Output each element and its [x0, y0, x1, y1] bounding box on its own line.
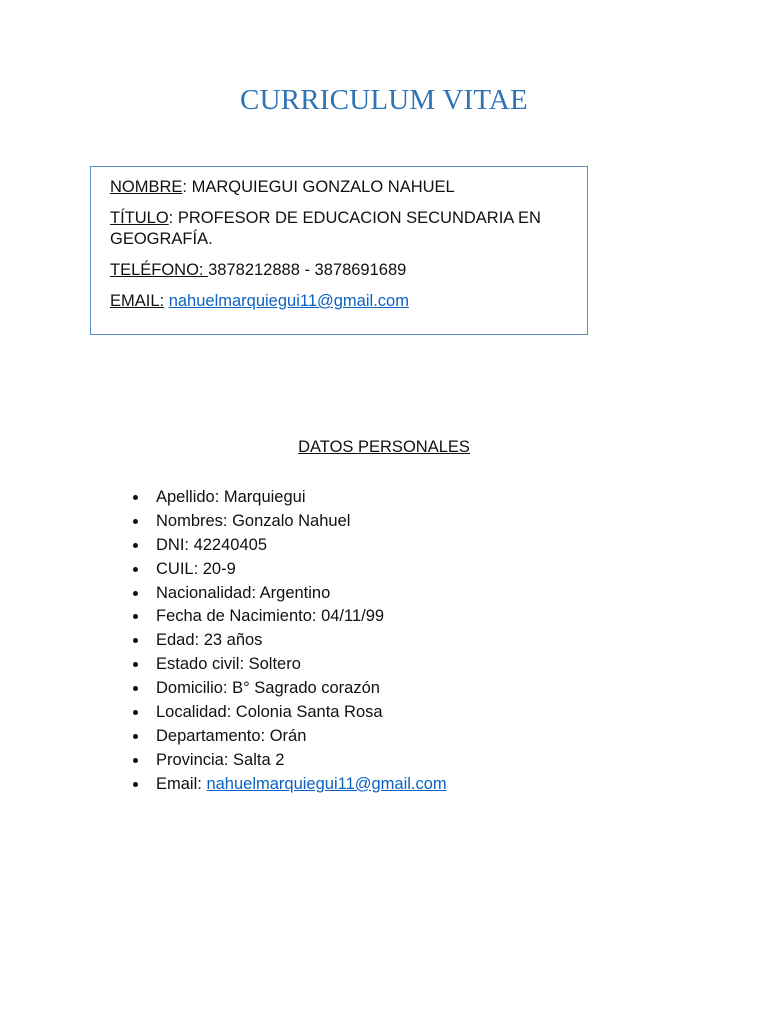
list-item	[133, 702, 447, 726]
bullet-icon	[133, 591, 138, 596]
email-label: EMAIL:	[110, 292, 165, 310]
list-item	[133, 750, 447, 774]
list-item	[133, 535, 447, 559]
email-link[interactable]: nahuelmarquiegui11@gmail.com	[168, 292, 409, 310]
bullet-icon	[133, 543, 138, 548]
titulo-line	[110, 208, 541, 229]
titulo-label: TÍTULO	[110, 209, 169, 227]
list-item-email	[133, 774, 447, 798]
telefono-value: 3878212888 - 3878691689	[208, 261, 407, 279]
bullet-icon	[133, 686, 138, 691]
list-item	[133, 583, 447, 607]
list-item-text: Localidad: Colonia Santa Rosa	[156, 703, 383, 722]
telefono-label: TELÉFONO:	[110, 261, 209, 279]
list-item	[133, 654, 447, 678]
list-email-link[interactable]: nahuelmarquiegui11@gmail.com	[206, 774, 447, 793]
list-item-text: Estado civil: Soltero	[156, 655, 301, 674]
bullet-icon	[133, 519, 138, 524]
bullet-icon	[133, 614, 138, 619]
titulo-line-continued	[110, 229, 213, 250]
list-item-text: DNI: 42240405	[156, 535, 267, 554]
list-item-text: CUIL: 20-9	[156, 559, 236, 578]
list-item-text: Edad: 23 años	[156, 631, 263, 650]
list-item	[133, 487, 447, 511]
list-email-label: Email:	[156, 774, 207, 793]
bullet-icon	[133, 782, 138, 787]
datos-personales-list	[133, 487, 447, 798]
bullet-icon	[133, 662, 138, 667]
list-item-text: Fecha de Nacimiento: 04/11/99	[156, 607, 385, 626]
list-item-text: Nombres: Gonzalo Nahuel	[156, 511, 351, 530]
datos-personales-heading: DATOS PERSONALES	[298, 438, 470, 456]
list-item	[133, 606, 447, 630]
list-item-text: Departamento: Orán	[156, 726, 307, 745]
bullet-icon	[133, 495, 138, 500]
list-item-text: Apellido: Marquiegui	[156, 488, 306, 506]
telefono-line	[110, 260, 406, 281]
list-item-text: Nacionalidad: Argentino	[156, 583, 331, 602]
titulo-value-continued: GEOGRAFÍA.	[110, 230, 213, 248]
list-item	[133, 511, 447, 535]
list-item-text: Provincia: Salta 2	[156, 750, 285, 769]
list-item	[133, 559, 447, 583]
bullet-icon	[133, 734, 138, 739]
list-item-text: Domicilio: B° Sagrado corazón	[156, 679, 380, 698]
bullet-icon	[133, 567, 138, 572]
bullet-icon	[133, 758, 138, 763]
nombre-label: NOMBRE	[110, 178, 183, 196]
nombre-value: : MARQUIEGUI GONZALO NAHUEL	[182, 178, 455, 196]
bullet-icon	[133, 710, 138, 715]
list-item	[133, 726, 447, 750]
document-title: CURRICULUM VITAE	[240, 84, 528, 116]
list-item	[133, 678, 447, 702]
list-item	[133, 630, 447, 654]
titulo-value: : PROFESOR DE EDUCACION SECUNDARIA EN	[168, 209, 541, 227]
email-line	[110, 291, 409, 312]
nombre-line	[110, 177, 455, 198]
contact-info-box	[90, 166, 588, 335]
bullet-icon	[133, 638, 138, 643]
